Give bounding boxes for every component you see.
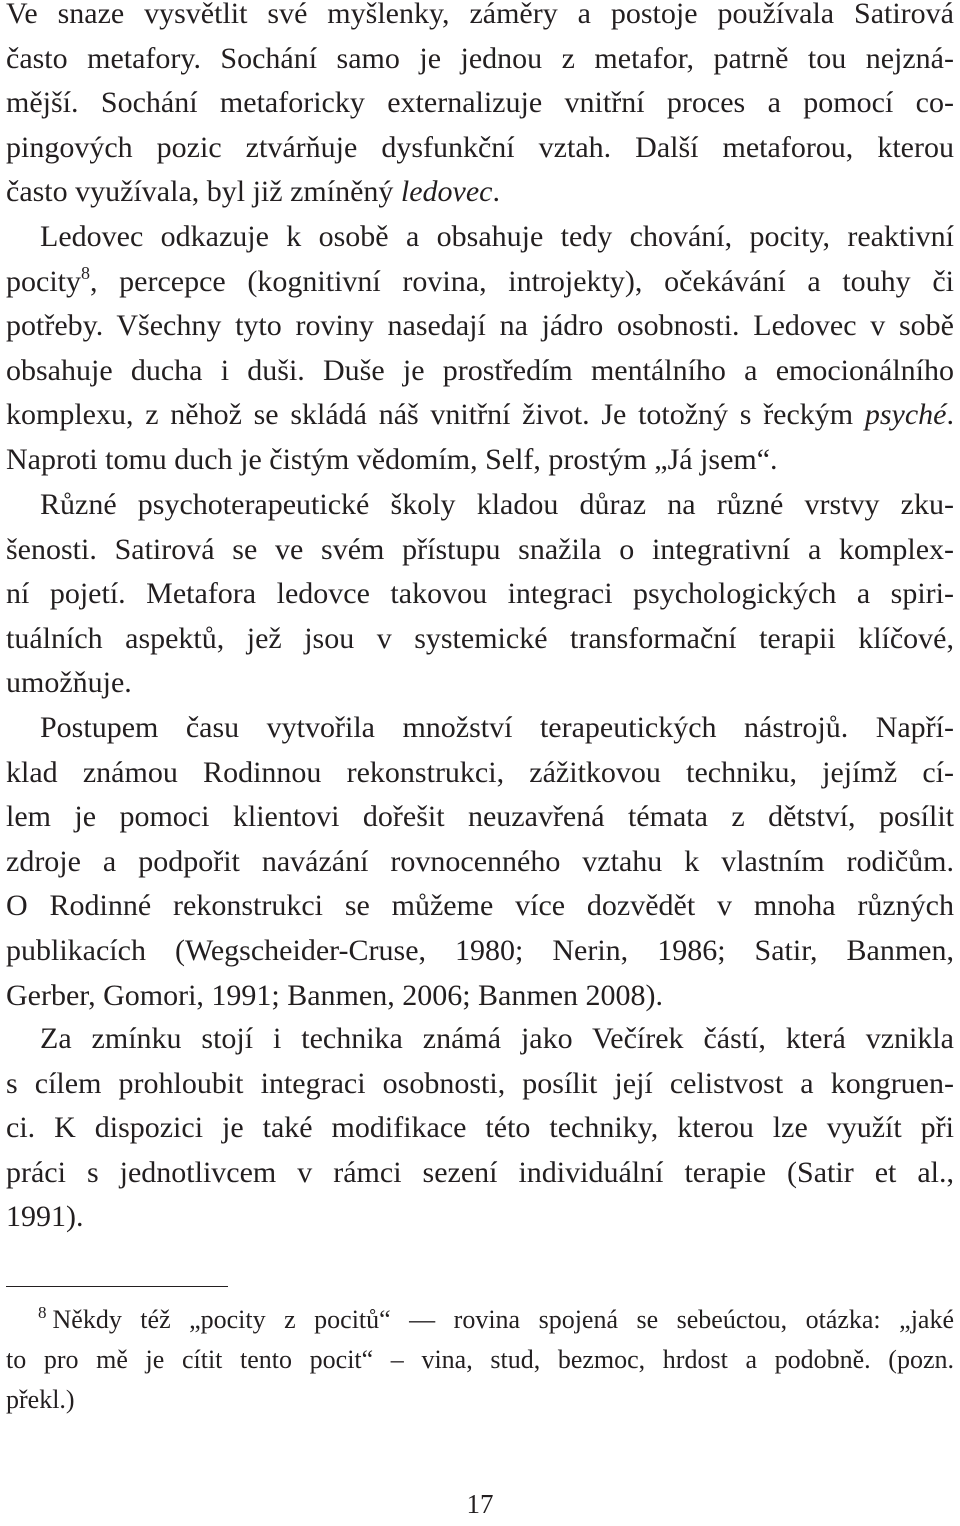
text-line: [6, 393, 954, 438]
paragraph-5: [6, 1017, 954, 1240]
text-line: publikacích (Wegscheider-Cruse, 1980; Nerin, 1986; Satir, Banmen,: [6, 933, 954, 967]
footnote-divider: [6, 1286, 228, 1287]
text-line: lem je pomoci klientovi dořešit neuzavřená témata z dětství, posílit: [6, 800, 954, 834]
paragraph-3: [6, 483, 954, 706]
text-line: šenosti. Satirová se ve svém přístupu snažila o integrativní a komplex-: [6, 532, 954, 566]
text-line: ci. K dispozici je také modifikace této techniky, kterou lze využít při: [6, 1111, 954, 1145]
text-line: ní pojetí. Metafora ledovce takovou integraci psychologických a spiri-: [6, 577, 954, 611]
text-run: , percepce (kognitivní rovina, introjekty), očekávání a touhy či: [90, 264, 954, 298]
text-line: [6, 170, 954, 215]
text-line: umožňuje.: [6, 666, 132, 700]
text-line: Za zmínku stojí i technika známá jako Večírek částí, která vznikla: [40, 1022, 954, 1055]
footnote-line: [6, 1300, 954, 1340]
footnote: [6, 1300, 954, 1420]
footnote-ref[interactable]: 8: [81, 262, 90, 283]
text-line: Různé psychoterapeutické školy kladou důraz na různé vrstvy zku-: [40, 488, 954, 521]
text-line: Postupem času vytvořila množství terapeutických nástrojů. Napří-: [40, 711, 954, 744]
text-run: komplexu, z něhož se skládá náš vnitřní život. Je totožný s řeckým: [6, 398, 865, 432]
text-run: Někdy též „pocity z pocitů“ — rovina spojená se sebeúctou, otázka: „jaké: [52, 1305, 954, 1334]
text-line: Ledovec odkazuje k osobě a obsahuje tedy chování, pocity, reaktivní: [40, 220, 954, 253]
paragraph-4: [6, 706, 954, 1018]
text-line: Ve snaze vysvětlit své myšlenky, záměry a postoje používala Satirová: [6, 0, 954, 30]
footnote-marker: 8: [38, 1303, 47, 1322]
text-line: obsahuje ducha i duši. Duše je prostředím mentálního a emocionálního: [6, 353, 954, 387]
text-run: často využívala, byl již zmíněný: [6, 175, 401, 209]
text-line: O Rodinné rekonstrukci se můžeme více dozvědět v mnoha různých: [6, 889, 954, 923]
text-line: zdroje a podpořit navázání rovnocenného vztahu k vlastním rodičům.: [6, 844, 954, 878]
paragraph-2: [6, 215, 954, 483]
footnote-line: to pro mě je cítit tento pocit“ – vina, stud, bezmoc, hrdost a podobně. (pozn.: [6, 1345, 954, 1374]
text-line: Gerber, Gomori, 1991; Banmen, 2006; Banmen 2008).: [6, 978, 664, 1012]
page-number: 17: [466, 1489, 494, 1519]
paragraph-1: [6, 0, 954, 215]
text-line: pingových pozic ztvárňuje dysfunkční vztah. Další metaforou, kterou: [6, 130, 954, 164]
text-run: pocity: [6, 264, 81, 298]
text-line: tuálních aspektů, jež jsou v systemické transformační terapii klíčové,: [6, 621, 954, 655]
text-line: potřeby. Všechny tyto roviny nasedají na jádro osobnosti. Ledovec v sobě: [6, 309, 954, 343]
emphasis-ledovec: ledovec: [400, 175, 493, 209]
text-line: s cílem prohloubit integraci osobnosti, posílit její celistvost a kongruen-: [6, 1066, 954, 1100]
text-line: 1991).: [6, 1200, 84, 1234]
text-run: .: [946, 398, 954, 432]
text-line: klad známou Rodinnou rekonstrukci, zážitkovou techniku, jejímž cí-: [6, 755, 954, 789]
emphasis-psyche: psyché: [864, 398, 947, 432]
text-line: mější. Sochání metaforicky externalizuje vnitřní proces a pomocí co-: [6, 86, 954, 120]
footnote-line: překl.): [6, 1385, 75, 1414]
text-line: často metafory. Sochání samo je jednou z metafor, patrně tou nejzná-: [6, 41, 954, 75]
text-line: práci s jednotlivcem v rámci sezení individuální terapie (Satir et al.,: [6, 1155, 954, 1189]
text-run: .: [492, 175, 500, 209]
text-line: Naproti tomu duch je čistým vědomím, Self, prostým „Já jsem“.: [6, 442, 778, 476]
text-line: [6, 260, 954, 305]
